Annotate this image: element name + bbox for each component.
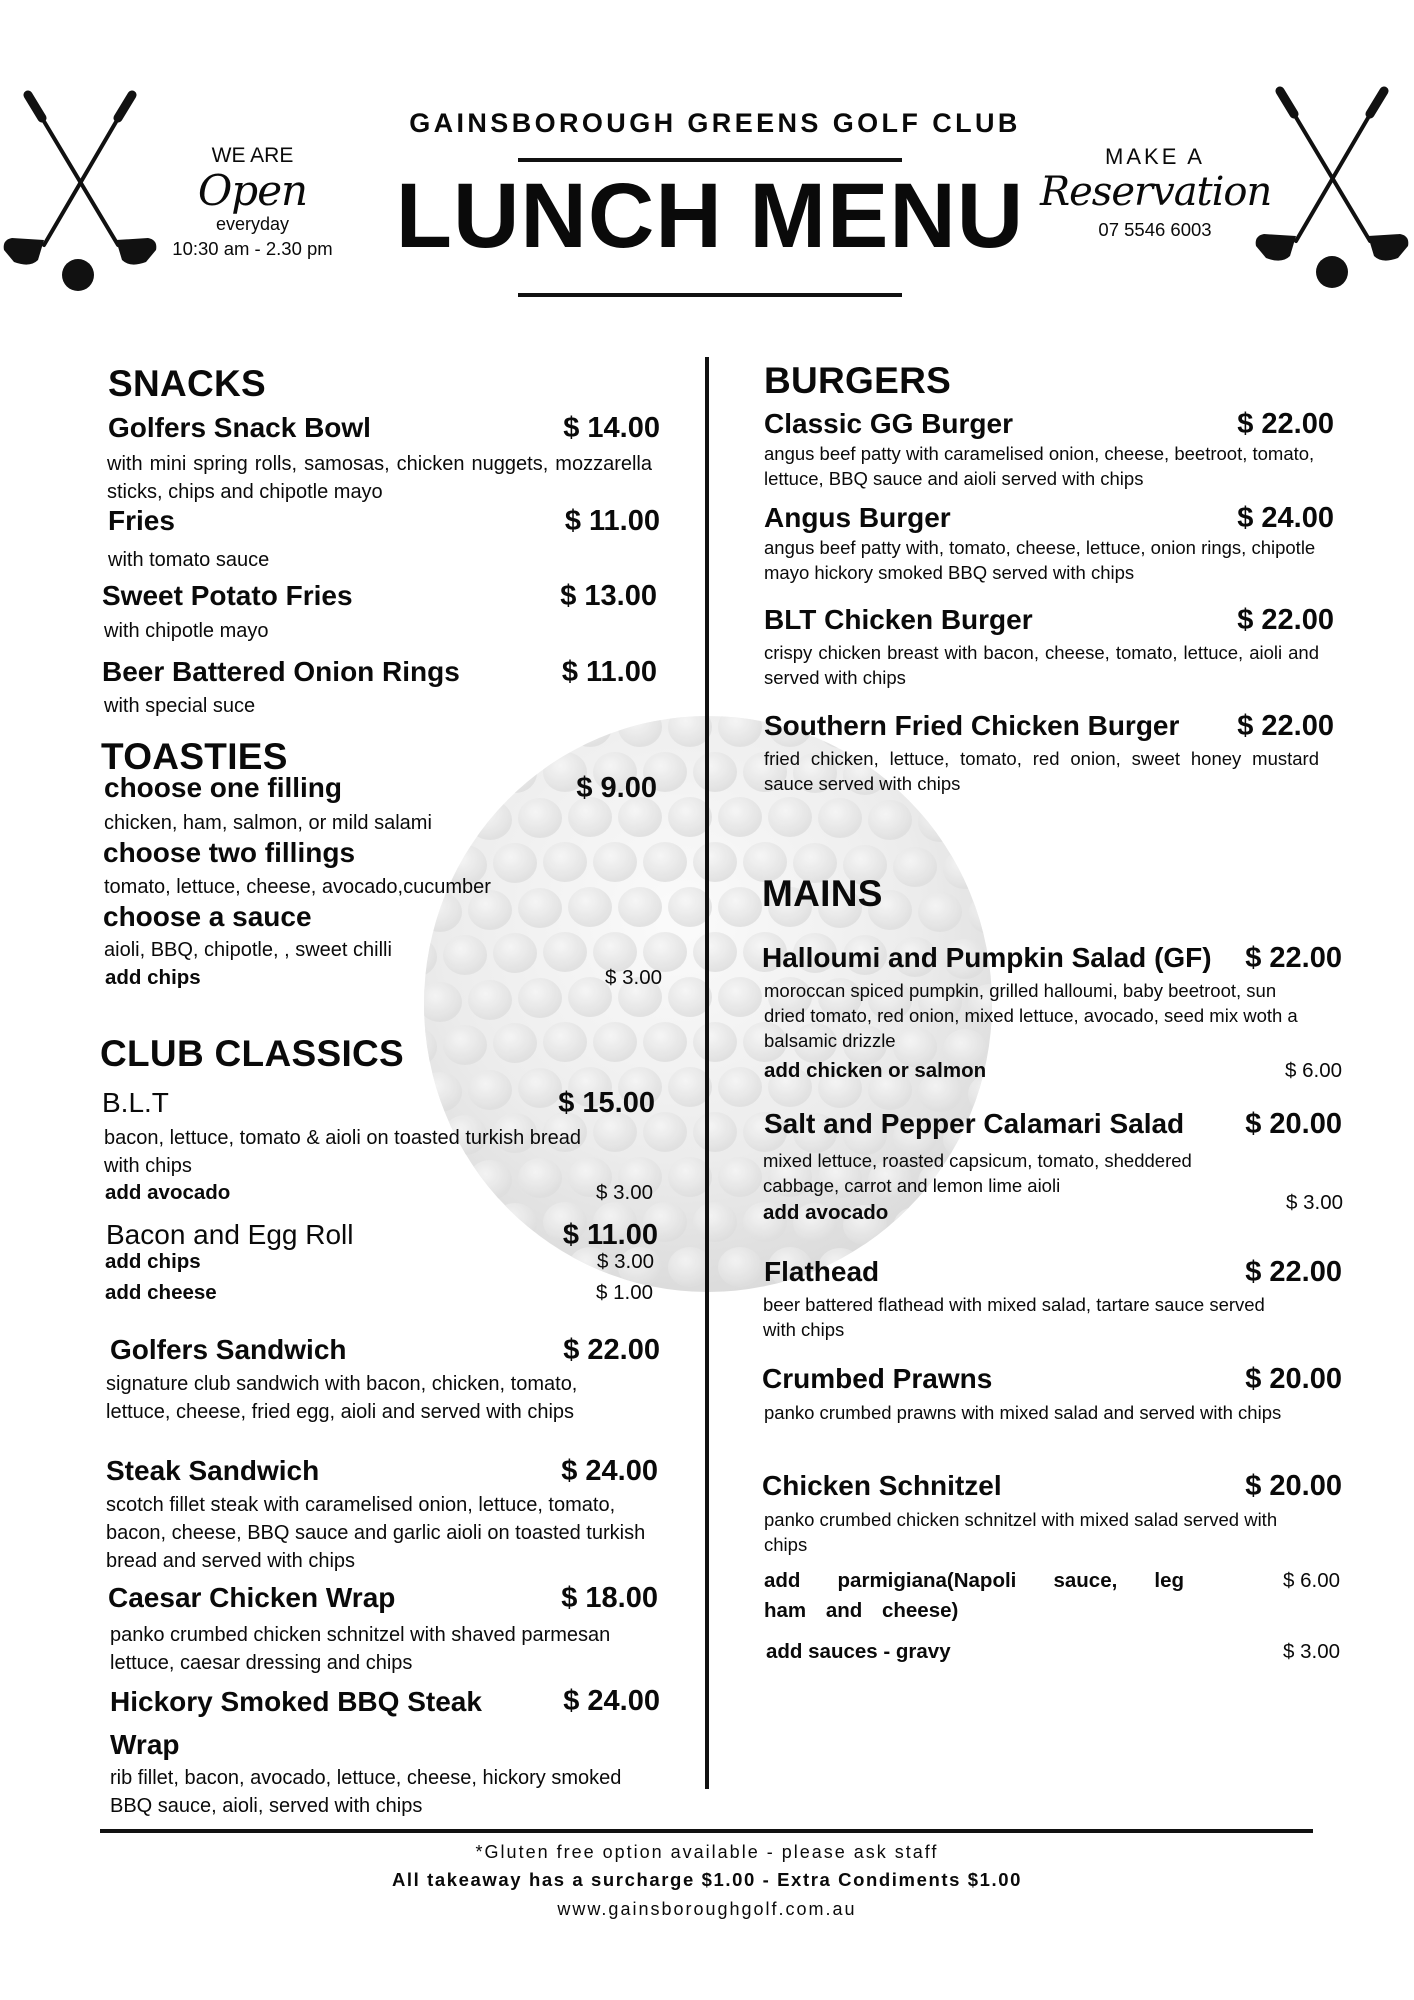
- item-price: $ 18.00: [561, 1582, 658, 1614]
- item-description: mixed lettuce, roasted capsicum, tomato, sheddered cabbage, carrot and lemon lime aioli: [763, 1150, 1192, 1196]
- reservation-script: Reservation: [1040, 168, 1272, 215]
- item-price: $ 11.00: [564, 505, 660, 537]
- menu-item: [762, 942, 1342, 975]
- menu-item: [764, 604, 1334, 637]
- menu-item: [764, 1256, 1342, 1289]
- item-name: Sweet Potato Fries: [102, 580, 353, 611]
- item-name: Southern Fried Chicken Burger: [764, 710, 1180, 741]
- item-description: with mini spring rolls, samosas, chicken nuggets, mozzarella sticks, chips and chipotle mayo: [107, 453, 652, 503]
- item-price: $ 11.00: [562, 1219, 658, 1251]
- item-name: Hickory Smoked BBQ Steak Wrap: [110, 1686, 482, 1760]
- item-price: $ 13.00: [560, 580, 657, 612]
- addon-row: [764, 1566, 1340, 1626]
- item-description: with tomato sauce: [108, 549, 270, 571]
- website-link[interactable]: www.gainsboroughgolf.com.au: [557, 1899, 857, 1919]
- addon-price: $ 6.00: [1285, 1059, 1342, 1082]
- make-a-label: MAKE A: [1105, 144, 1205, 169]
- item-name: Classic GG Burger: [764, 408, 1013, 439]
- we-are-label: WE ARE: [211, 144, 294, 167]
- item-name: Fries: [108, 505, 175, 536]
- item-name: Crumbed Prawns: [762, 1363, 993, 1394]
- item-description: scotch fillet steak with caramelised onion, lettuce, tomato, bacon, cheese, BBQ sauce and garlic aioli on toasted turkish bread and served with chips: [106, 1494, 646, 1572]
- item-price: $ 20.00: [1245, 1108, 1342, 1140]
- item-description: fried chicken, lettuce, tomato, red onion, sweet honey mustard sauce served with chips: [764, 748, 1319, 794]
- item-name: Caesar Chicken Wrap: [108, 1582, 396, 1613]
- item-price: $ 22.00: [563, 1334, 660, 1366]
- menu-item: [762, 1470, 1342, 1503]
- addon-row: [105, 966, 662, 990]
- item-name: Chicken Schnitzel: [762, 1470, 1002, 1501]
- open-script: Open: [197, 166, 308, 216]
- addon-price: $ 3.00: [1286, 1191, 1343, 1214]
- item-description: beer battered flathead with mixed salad, tartare sauce served with chips: [763, 1294, 1265, 1340]
- menu-item: [764, 1108, 1342, 1141]
- addon-price: $ 6.00: [1283, 1569, 1340, 1592]
- item-price: $ 22.00: [1237, 710, 1334, 742]
- footer-rule: [100, 1829, 1313, 1833]
- item-name: BLT Chicken Burger: [764, 604, 1033, 635]
- menu-item: [102, 656, 657, 689]
- menu-item: [764, 408, 1334, 441]
- item-price: $ 15.00: [558, 1087, 655, 1119]
- menu-item: [108, 505, 660, 538]
- item-price: $ 20.00: [1245, 1470, 1342, 1502]
- addon-price: $ 3.00: [1283, 1640, 1340, 1663]
- item-name: Angus Burger: [764, 502, 951, 533]
- item-name: choose a sauce: [103, 901, 312, 932]
- menu-item: [762, 1363, 1342, 1396]
- phone-number[interactable]: 07 5546 6003: [1098, 218, 1212, 240]
- section-title-snacks: SNACKS: [108, 363, 267, 404]
- item-description: angus beef patty with, tomato, cheese, lettuce, onion rings, chipotle mayo hickory smoked BBQ served with chips: [764, 537, 1316, 583]
- addon-price: $ 1.00: [596, 1281, 653, 1304]
- item-price: $ 24.00: [1237, 502, 1334, 534]
- item-description: aioli, BBQ, chipotle, , sweet chilli: [104, 939, 392, 961]
- page-title: LUNCH MENU: [395, 165, 1025, 267]
- item-description: panko crumbed chicken schnitzel with shaved parmesan lettuce, caesar dressing and chips: [110, 1624, 611, 1674]
- addon-label: add avocado: [763, 1201, 889, 1224]
- item-name: choose two fillings: [103, 837, 356, 868]
- addon-price: $ 3.00: [597, 1250, 654, 1273]
- menu-item: [108, 1582, 658, 1615]
- title-rule-bottom: [518, 293, 902, 297]
- item-price: $ 20.00: [1245, 1363, 1342, 1395]
- item-name: Golfers Sandwich: [110, 1334, 347, 1365]
- item-name: Halloumi and Pumpkin Salad (GF): [762, 942, 1212, 973]
- crossed-golf-clubs-icon: [0, 90, 160, 300]
- item-name: Bacon and Egg Roll: [106, 1219, 354, 1250]
- surcharge-note: All takeaway has a surcharge $1.00 - Extra Condiments $1.00: [391, 1869, 1023, 1890]
- item-name: Flathead: [764, 1256, 880, 1287]
- item-name: choose one filling: [104, 772, 343, 803]
- item-price: $ 22.00: [1237, 604, 1334, 636]
- item-description: chicken, ham, salmon, or mild salami: [104, 812, 432, 834]
- opening-hours: [145, 142, 360, 262]
- item-description: panko crumbed prawns with mixed salad and served with chips: [764, 1402, 1282, 1423]
- days-label: everyday: [215, 214, 290, 235]
- item-price: $ 22.00: [1245, 942, 1342, 974]
- addon-row: [105, 1181, 653, 1205]
- item-price: $ 9.00: [576, 772, 657, 804]
- addon-label: add cheese: [105, 1281, 217, 1304]
- menu-item: [103, 901, 656, 933]
- section-title-toasties: TOASTIES: [101, 736, 288, 777]
- item-description: angus beef patty with caramelised onion, cheese, beetroot, tomato, lettuce, BBQ sauce and aioli served with chips: [764, 443, 1315, 489]
- item-description: with special suce: [104, 695, 256, 717]
- item-description: with chipotle mayo: [104, 620, 269, 642]
- title-rule-top: [518, 158, 902, 162]
- addon-label: add parmigiana(Napoli sauce, leg ham and cheese): [764, 1569, 1184, 1622]
- menu-item: [108, 412, 660, 445]
- menu-item: [106, 1219, 658, 1252]
- item-price: $ 11.00: [561, 656, 657, 688]
- section-title-mains: MAINS: [762, 873, 883, 914]
- gluten-free-note: *Gluten free option available - please ask staff: [475, 1842, 939, 1862]
- menu-item: [104, 772, 657, 805]
- item-name: B.L.T: [102, 1087, 169, 1118]
- item-price: $ 22.00: [1245, 1256, 1342, 1288]
- item-name: Steak Sandwich: [106, 1455, 320, 1486]
- addon-label: add chicken or salmon: [764, 1059, 987, 1082]
- menu-item: [764, 710, 1334, 743]
- club-name: GAINSBOROUGH GREENS GOLF CLUB: [409, 108, 1021, 138]
- item-description: bacon, lettuce, tomato & aioli on toasted turkish bread with chips: [104, 1127, 581, 1177]
- addon-row: [766, 1640, 1340, 1664]
- addon-row: [763, 1191, 1343, 1225]
- menu-item: [106, 1455, 658, 1488]
- section-title-club-classics: CLUB CLASSICS: [100, 1033, 405, 1074]
- addon-label: add sauces - gravy: [766, 1640, 951, 1663]
- addon-label: add chips: [105, 1250, 201, 1273]
- addon-row: [764, 1059, 1342, 1083]
- item-description: crispy chicken breast with bacon, cheese, tomato, lettuce, aioli and served with chips: [764, 642, 1319, 688]
- item-name: Golfers Snack Bowl: [108, 412, 371, 443]
- item-name: Salt and Pepper Calamari Salad: [764, 1108, 1185, 1139]
- menu-item: [764, 502, 1334, 535]
- item-description: rib fillet, bacon, avocado, lettuce, cheese, hickory smoked BBQ sauce, aioli, served with chips: [110, 1767, 622, 1817]
- item-description: panko crumbed chicken schnitzel with mixed salad served with chips: [764, 1509, 1278, 1555]
- menu-item: [110, 1334, 660, 1367]
- hours-label: 10:30 am - 2.30 pm: [172, 237, 333, 259]
- item-description: tomato, lettuce, cheese, avocado,cucumber: [104, 876, 491, 898]
- item-description: signature club sandwich with bacon, chicken, tomato, lettuce, cheese, fried egg, aioli and served with chips: [106, 1373, 578, 1423]
- column-divider: [705, 357, 709, 1789]
- section-title-burgers: BURGERS: [764, 360, 952, 401]
- reservation-block[interactable]: [1040, 142, 1270, 243]
- item-price: $ 24.00: [561, 1455, 658, 1487]
- addon-row: [105, 1281, 653, 1305]
- item-price: $ 14.00: [563, 412, 660, 444]
- addon-label: add chips: [105, 966, 201, 989]
- addon-label: add avocado: [105, 1181, 231, 1204]
- crossed-golf-clubs-icon: [1252, 86, 1412, 296]
- item-description: moroccan spiced pumpkin, grilled halloumi, baby beetroot, sun dried tomato, red onion, mixed lettuce, avocado, seed mix woth a balsamic drizzle: [764, 980, 1298, 1051]
- addon-price: $ 3.00: [596, 1181, 653, 1204]
- item-price: $ 22.00: [1237, 408, 1334, 440]
- menu-item: [110, 1680, 660, 1766]
- menu-item: [102, 1087, 655, 1120]
- addon-price: $ 3.00: [605, 966, 662, 989]
- menu-item: [102, 580, 657, 613]
- item-name: Beer Battered Onion Rings: [102, 656, 460, 687]
- item-price: $ 24.00: [563, 1685, 660, 1717]
- menu-item: [103, 837, 656, 869]
- addon-row: [105, 1250, 654, 1274]
